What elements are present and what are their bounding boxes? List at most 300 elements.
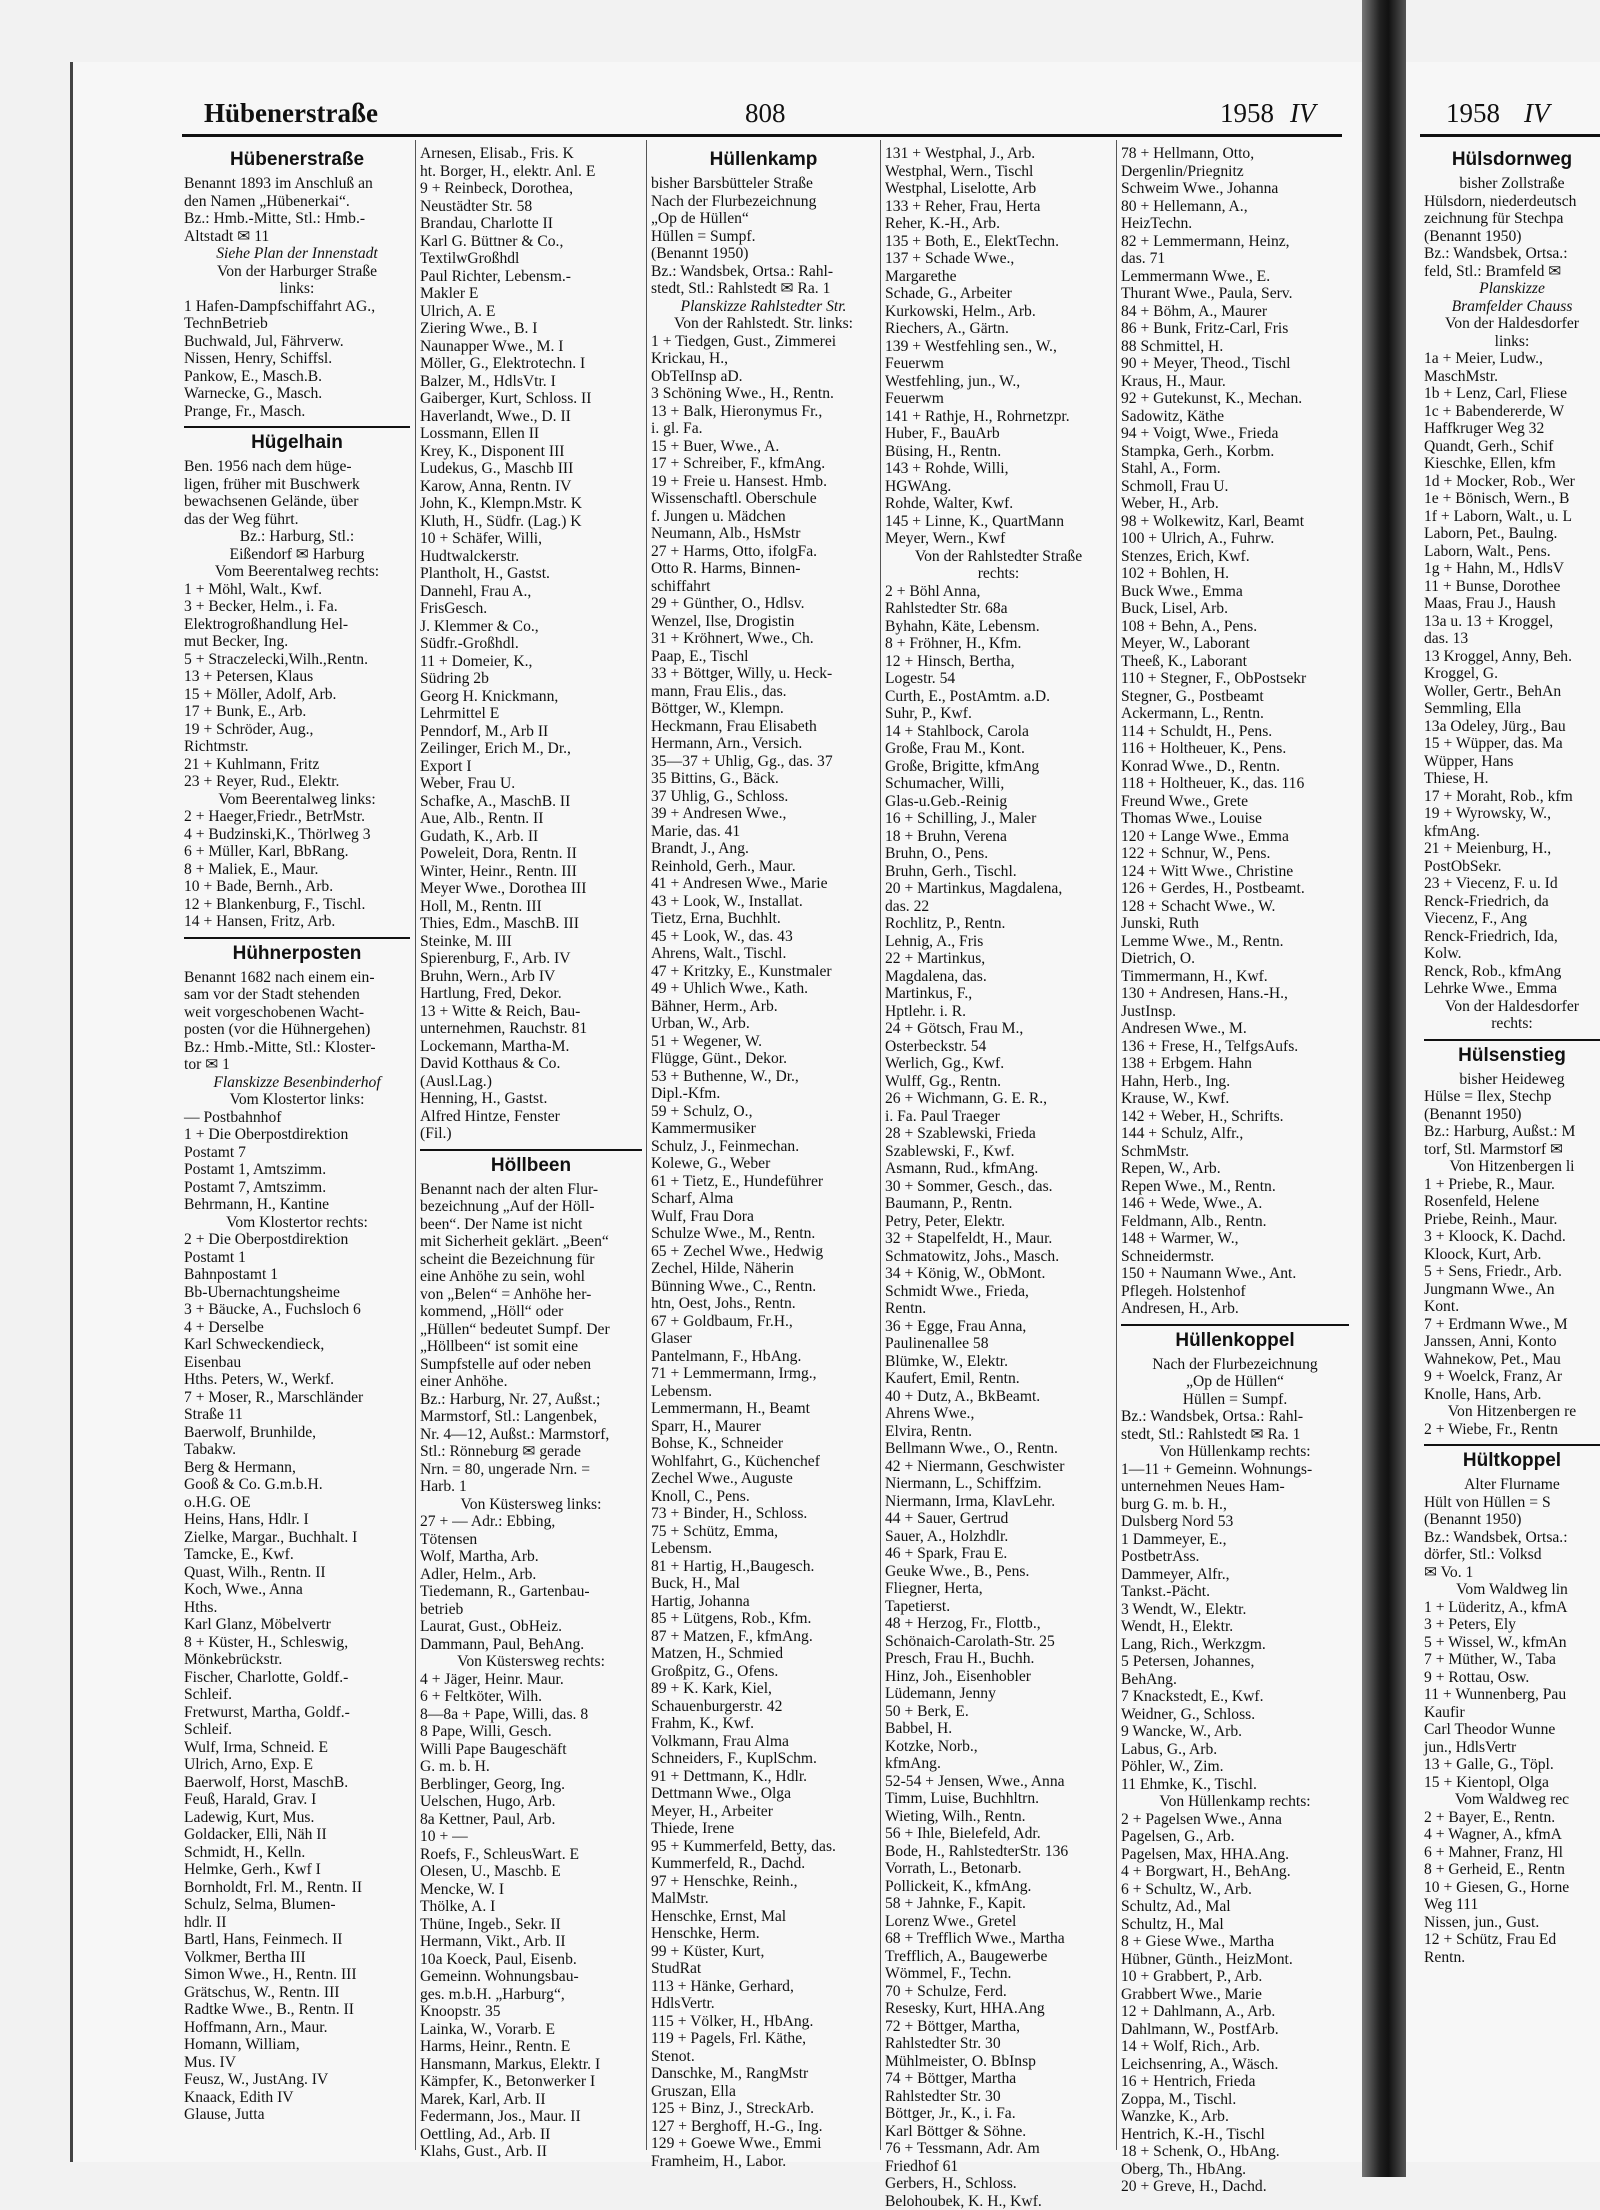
directory-entry: 27 + — Adr.: Ebbing, bbox=[420, 1513, 642, 1531]
directory-entry: Rentn. bbox=[1424, 1949, 1600, 1967]
directory-entry: 2 + Böhl Anna, bbox=[885, 583, 1112, 601]
directory-entry: Renck-Friedrich, Ida, bbox=[1424, 928, 1600, 946]
directory-entry: Kolw. bbox=[1424, 945, 1600, 963]
directory-entry: HGWAng. bbox=[885, 478, 1112, 496]
directory-entry: Mus. IV bbox=[184, 2054, 410, 2072]
directory-entry: Kaufert, Emil, Rentn. bbox=[885, 1370, 1112, 1388]
directory-entry: 5 + Straczelecki,Wilh.,Rentn. bbox=[184, 651, 410, 669]
directory-entry: 14 + Stahlbock, Carola bbox=[885, 723, 1112, 741]
directory-entry: 136 + Frese, H., TelfgsAufs. bbox=[1121, 1038, 1349, 1056]
directory-entry: Lockemann, Martha-M. bbox=[420, 1038, 642, 1056]
directory-entry: 48 + Herzog, Fr., Flottb., bbox=[885, 1615, 1112, 1633]
directory-entry: Pankow, E., Masch.B. bbox=[184, 368, 410, 386]
directory-entry: 5 + Wissel, W., kfmAn bbox=[1424, 1634, 1600, 1652]
directory-entry: tor ✉ 1 bbox=[184, 1056, 410, 1074]
section-label: „Op de Hüllen“ bbox=[1121, 1373, 1349, 1391]
directory-entry: Renck, Rob., kfmAng bbox=[1424, 963, 1600, 981]
directory-entry: 8 + Fröhner, H., Kfm. bbox=[885, 635, 1112, 653]
directory-entry: Hermann, Arn., Versich. bbox=[651, 735, 876, 753]
directory-entry: 1 + Priebe, R., Maur. bbox=[1424, 1176, 1600, 1194]
directory-entry: Winter, Heinr., Rentn. III bbox=[420, 863, 642, 881]
directory-entry: 3 Wendt, W., Elektr. bbox=[1121, 1601, 1349, 1619]
directory-entry: 114 + Schuldt, H., Pens. bbox=[1121, 723, 1349, 741]
directory-entry: Lorenz Wwe., Gretel bbox=[885, 1913, 1112, 1931]
directory-entry: MalMstr. bbox=[651, 1890, 876, 1908]
directory-entry: Byhahn, Käte, Lebensm. bbox=[885, 618, 1112, 636]
directory-entry: Hermann, Vikt., Arb. II bbox=[420, 1933, 642, 1951]
directory-entry: Dammann, Paul, BehAng. bbox=[420, 1636, 642, 1654]
directory-entry: 95 + Kummerfeld, Betty, das. bbox=[651, 1838, 876, 1856]
section-label: Von Küstersweg rechts: bbox=[420, 1653, 642, 1671]
section-label: bisher Heideweg bbox=[1424, 1071, 1600, 1089]
directory-entry: Berg & Hermann, bbox=[184, 1459, 410, 1477]
directory-entry: Brandau, Charlotte II bbox=[420, 215, 642, 233]
directory-entry: 40 + Dutz, A., BkBeamt. bbox=[885, 1388, 1112, 1406]
directory-entry: 10a Koeck, Paul, Eisenb. bbox=[420, 1951, 642, 1969]
directory-entry: Mencke, W. I bbox=[420, 1881, 642, 1899]
directory-entry: TextilwGroßhdl bbox=[420, 250, 642, 268]
street-heading: Hügelhain bbox=[184, 426, 410, 458]
directory-entry: 61 + Tietz, E., Hundeführer bbox=[651, 1173, 876, 1191]
directory-entry: sam vor der Stadt stehenden bbox=[184, 986, 410, 1004]
directory-entry: jun., HdlsVertr bbox=[1424, 1739, 1600, 1757]
column-divider bbox=[415, 140, 416, 2150]
directory-entry: ObTelInsp aD. bbox=[651, 368, 876, 386]
directory-entry: Westphal, Liselotte, Arb bbox=[885, 180, 1112, 198]
directory-entry: 1a + Meier, Ludw., bbox=[1424, 350, 1600, 368]
directory-entry: Bähner, Herm., Arb. bbox=[651, 998, 876, 1016]
directory-entry: Neumann, Alb., HsMstr bbox=[651, 525, 876, 543]
directory-entry: Margarethe bbox=[885, 268, 1112, 286]
directory-entry: Wohlfahrt, G., Küchenchef bbox=[651, 1453, 876, 1471]
directory-entry: 78 + Hellmann, Otto, bbox=[1121, 145, 1349, 163]
section-label: Vom Waldweg lin bbox=[1424, 1581, 1600, 1599]
directory-entry: Fliegner, Herta, bbox=[885, 1580, 1112, 1598]
directory-entry: 88 Schmittel, H. bbox=[1121, 338, 1349, 356]
directory-entry: Dettmann Wwe., Olga bbox=[651, 1785, 876, 1803]
directory-column-1 bbox=[184, 145, 410, 2160]
directory-entry: Federmann, Jos., Maur. II bbox=[420, 2108, 642, 2126]
directory-entry: 3 + Bäucke, A., Fuchsloch 6 bbox=[184, 1301, 410, 1319]
directory-entry: Hansmann, Markus, Elektr. I bbox=[420, 2056, 642, 2074]
directory-entry: Hartlung, Fred, Dekor. bbox=[420, 985, 642, 1003]
directory-entry: Sadowitz, Käthe bbox=[1121, 408, 1349, 426]
directory-entry: Grätschus, W., Rentn. III bbox=[184, 1984, 410, 2002]
directory-entry: Schleif. bbox=[184, 1686, 410, 1704]
directory-entry: 127 + Berghoff, H.-G., Ing. bbox=[651, 2118, 876, 2136]
directory-entry: Bellmann Wwe., O., Rentn. bbox=[885, 1440, 1112, 1458]
directory-entry: Feuerwm bbox=[885, 390, 1112, 408]
directory-entry: Große, Frau M., Kont. bbox=[885, 740, 1112, 758]
directory-entry: Prange, Fr., Masch. bbox=[184, 403, 410, 421]
directory-entry: Poweleit, Dora, Rentn. II bbox=[420, 845, 642, 863]
directory-entry: Kaufir bbox=[1424, 1704, 1600, 1722]
directory-entry: Repen Wwe., M., Rentn. bbox=[1121, 1178, 1349, 1196]
directory-entry: 119 + Pagels, Frl. Käthe, bbox=[651, 2030, 876, 2048]
directory-entry: Westfehling, jun., W., bbox=[885, 373, 1112, 391]
directory-entry: 13 Kroggel, Anny, Beh. bbox=[1424, 648, 1600, 666]
directory-entry: Kluth, H., Südfr. (Lag.) K bbox=[420, 513, 642, 531]
directory-entry: Knaack, Edith IV bbox=[184, 2089, 410, 2107]
directory-entry: Osterbeckstr. 54 bbox=[885, 1038, 1112, 1056]
directory-entry: Schulze Wwe., M., Rentn. bbox=[651, 1225, 876, 1243]
directory-entry: Wömmel, F., Techn. bbox=[885, 1965, 1112, 1983]
directory-entry: Eisenbau bbox=[184, 1354, 410, 1372]
directory-entry: Georg H. Knickmann, bbox=[420, 688, 642, 706]
directory-entry: Möller, G., Elektrotechn. I bbox=[420, 355, 642, 373]
directory-entry: 8a Kettner, Paul, Arb. bbox=[420, 1811, 642, 1829]
directory-entry: Bruhn, Gerh., Tischl. bbox=[885, 863, 1112, 881]
directory-entry: Oettling, Ad., Arb. II bbox=[420, 2126, 642, 2144]
directory-entry: Volkmer, Bertha III bbox=[184, 1949, 410, 1967]
directory-entry: Henschke, Herm. bbox=[651, 1925, 876, 1943]
directory-entry: Heins, Hans, Hdlr. I bbox=[184, 1511, 410, 1529]
directory-entry: 129 + Goewe Wwe., Emmi bbox=[651, 2135, 876, 2153]
directory-entry: Wulf, Irma, Schneid. E bbox=[184, 1739, 410, 1757]
directory-entry: 23 + Reyer, Rud., Elektr. bbox=[184, 773, 410, 791]
directory-entry: Laborn, Pet., Baulng. bbox=[1424, 525, 1600, 543]
section-label: Hüllen = Sumpf. bbox=[1121, 1391, 1349, 1409]
directory-entry: Zoppa, M., Tischl. bbox=[1121, 2091, 1349, 2109]
directory-entry: Postamt 1, Amtszimm. bbox=[184, 1161, 410, 1179]
directory-entry: Sauer, A., Holzhdlr. bbox=[885, 1528, 1112, 1546]
directory-entry: Tapetierst. bbox=[885, 1598, 1112, 1616]
column-divider bbox=[880, 140, 881, 2150]
directory-entry: Sumpfstelle auf oder neben bbox=[420, 1356, 642, 1374]
directory-entry: 91 + Dettmann, K., Hdlr. bbox=[651, 1768, 876, 1786]
directory-entry: Richtmstr. bbox=[184, 738, 410, 756]
directory-entry: Semmling, Ella bbox=[1424, 700, 1600, 718]
directory-entry: 19 + Freie u. Hansest. Hmb. bbox=[651, 473, 876, 491]
directory-entry: Niermann, Irma, KlavLehr. bbox=[885, 1493, 1112, 1511]
directory-entry: 58 + Jahnke, F., Kapit. bbox=[885, 1895, 1112, 1913]
directory-entry: Carl Theodor Wunne bbox=[1424, 1721, 1600, 1739]
directory-entry: (Ausl.Lag.) bbox=[420, 1073, 642, 1091]
directory-entry: Wulf, Frau Dora bbox=[651, 1208, 876, 1226]
directory-entry: 9 + Reinbeck, Dorothea, bbox=[420, 180, 642, 198]
directory-entry: Zeilinger, Erich M., Dr., bbox=[420, 740, 642, 758]
directory-entry: Wendt, H., Elektr. bbox=[1121, 1618, 1349, 1636]
directory-entry: Otto R. Harms, Binnen- bbox=[651, 560, 876, 578]
directory-entry: 141 + Rathje, H., Rohrnetzpr. bbox=[885, 408, 1112, 426]
directory-column-3 bbox=[651, 145, 876, 2160]
right-page-year: 1958 bbox=[1446, 98, 1500, 129]
directory-entry: Kieschke, Ellen, kfm bbox=[1424, 455, 1600, 473]
directory-entry: unternehmen Neues Ham- bbox=[1121, 1478, 1349, 1496]
directory-entry: Schmidt, H., Kelln. bbox=[184, 1844, 410, 1862]
directory-entry: Magdalena, das. bbox=[885, 968, 1112, 986]
directory-entry: 42 + Niermann, Geschwister bbox=[885, 1458, 1112, 1476]
directory-entry: Kotzke, Norb., bbox=[885, 1738, 1112, 1756]
directory-entry: 125 + Binz, J., StreckArb. bbox=[651, 2100, 876, 2118]
directory-entry: Lebensm. bbox=[651, 1383, 876, 1401]
directory-entry: Zechel Wwe., Auguste bbox=[651, 1470, 876, 1488]
directory-entry: Pagelsen, Max, HHA.Ang. bbox=[1121, 1846, 1349, 1864]
directory-entry: John, K., Klempn.Mstr. K bbox=[420, 495, 642, 513]
section-label: Von der Haldesdorfer bbox=[1424, 315, 1600, 333]
directory-entry: 135 + Both, E., ElektTechn. bbox=[885, 233, 1112, 251]
directory-entry: 14 + Hansen, Fritz, Arb. bbox=[184, 913, 410, 931]
directory-entry: 2 + Pagelsen Wwe., Anna bbox=[1121, 1811, 1349, 1829]
directory-entry: Karl G. Büttner & Co., bbox=[420, 233, 642, 251]
directory-entry: 108 + Behn, A., Pens. bbox=[1121, 618, 1349, 636]
directory-entry: Rentn. bbox=[885, 1300, 1112, 1318]
directory-entry: 51 + Wegener, W. bbox=[651, 1033, 876, 1051]
directory-entry: Karl Glanz, Möbelvertr bbox=[184, 1616, 410, 1634]
book-gutter bbox=[1362, 0, 1406, 2177]
directory-entry: Goldacker, Elli, Näh II bbox=[184, 1826, 410, 1844]
directory-entry: Renck-Friedrich, da bbox=[1424, 893, 1600, 911]
directory-entry: 59 + Schulz, O., bbox=[651, 1103, 876, 1121]
directory-entry: Buchwald, Jul, Fährverw. bbox=[184, 333, 410, 351]
directory-entry: Warnecke, G., Masch. bbox=[184, 385, 410, 403]
directory-entry: Bz.: Wandsbek, Ortsa.: Rahl- bbox=[1121, 1408, 1349, 1426]
street-heading: Hülsenstieg bbox=[1424, 1039, 1600, 1071]
directory-entry: Maas, Frau J., Haush bbox=[1424, 595, 1600, 613]
directory-entry: 10 + Grabbert, P., Arb. bbox=[1121, 1968, 1349, 1986]
directory-entry: Benannt 1682 nach einem ein- bbox=[184, 969, 410, 987]
directory-entry: Gaiberger, Kurt, Schloss. II bbox=[420, 390, 642, 408]
directory-entry: das. 71 bbox=[1121, 250, 1349, 268]
directory-entry: Baerwolf, Brunhilde, bbox=[184, 1424, 410, 1442]
directory-entry: 20 + Greve, H., Dachd. bbox=[1121, 2178, 1349, 2196]
directory-entry: Bahnpostamt 1 bbox=[184, 1266, 410, 1284]
directory-entry: Feusz, W., JustAng. IV bbox=[184, 2071, 410, 2089]
directory-entry: 124 + Witt Wwe., Christine bbox=[1121, 863, 1349, 881]
directory-entry: 24 + Götsch, Frau M., bbox=[885, 1020, 1112, 1038]
directory-entry: Schönaich-Carolath-Str. 25 bbox=[885, 1633, 1112, 1651]
directory-entry: (Benannt 1950) bbox=[651, 245, 876, 263]
directory-entry: 10 + — bbox=[420, 1828, 642, 1846]
directory-entry: einer Anhöhe. bbox=[420, 1373, 642, 1391]
directory-entry: mut Becker, Ing. bbox=[184, 633, 410, 651]
directory-entry: Krause, W., Kwf. bbox=[1121, 1090, 1349, 1108]
directory-entry: 7 + Moser, R., Marschländer bbox=[184, 1389, 410, 1407]
directory-entry: Kloock, Kurt, Arb. bbox=[1424, 1246, 1600, 1264]
directory-entry: Stenzes, Erich, Kwf. bbox=[1121, 548, 1349, 566]
directory-entry: Buck, H., Mal bbox=[651, 1575, 876, 1593]
directory-entry: Bartl, Hans, Feinmech. II bbox=[184, 1931, 410, 1949]
directory-entry: Uelschen, Hugo, Arb. bbox=[420, 1793, 642, 1811]
directory-entry: Bz.: Hmb.-Mitte, Stl.: Hmb.- bbox=[184, 210, 410, 228]
directory-entry: 115 + Völker, H., HbAng. bbox=[651, 2013, 876, 2031]
directory-entry: Freund Wwe., Grete bbox=[1121, 793, 1349, 811]
directory-entry: 75 + Schütz, Emma, bbox=[651, 1523, 876, 1541]
directory-entry: 23 + Viecenz, F. u. Id bbox=[1424, 875, 1600, 893]
section-label: links: bbox=[1424, 333, 1600, 351]
directory-entry: 81 + Hartig, H.,Baugesch. bbox=[651, 1558, 876, 1576]
directory-entry: 12 + Blankenburg, F., Tischl. bbox=[184, 896, 410, 914]
directory-entry: 4 + Wagner, A., kfmA bbox=[1424, 1826, 1600, 1844]
directory-entry: 30 + Sommer, Gesch., das. bbox=[885, 1178, 1112, 1196]
directory-entry: 16 + Schilling, J., Maler bbox=[885, 810, 1112, 828]
directory-entry: 100 + Ulrich, A., Fuhrw. bbox=[1121, 530, 1349, 548]
directory-entry: Babbel, H. bbox=[885, 1720, 1112, 1738]
directory-entry: 89 + K. Kark, Kiel, bbox=[651, 1680, 876, 1698]
directory-entry: Timmermann, H., Kwf. bbox=[1121, 968, 1349, 986]
directory-entry: Brandt, J., Ang. bbox=[651, 840, 876, 858]
directory-entry: Grabbert Wwe., Marie bbox=[1121, 1986, 1349, 2004]
column-divider bbox=[646, 140, 647, 2150]
section-label: Vom Klostertor links: bbox=[184, 1091, 410, 1109]
directory-entry: Lehnig, A., Fris bbox=[885, 933, 1112, 951]
directory-entry: 82 + Lemmermann, Heinz, bbox=[1121, 233, 1349, 251]
directory-entry: StudRat bbox=[651, 1960, 876, 1978]
directory-entry: 28 + Szablewski, Frieda bbox=[885, 1125, 1112, 1143]
directory-entry: Paul Richter, Lebensm.- bbox=[420, 268, 642, 286]
directory-entry: Janssen, Anni, Konto bbox=[1424, 1333, 1600, 1351]
directory-entry: Südfr.-Großhdl. bbox=[420, 635, 642, 653]
directory-entry: Baerwolf, Horst, MaschB. bbox=[184, 1774, 410, 1792]
directory-entry: Lehrke Wwe., Emma bbox=[1424, 980, 1600, 998]
directory-entry: 137 + Schade Wwe., bbox=[885, 250, 1112, 268]
directory-entry: Nr. 4—12, Außst.: Marmstorf, bbox=[420, 1426, 642, 1444]
directory-entry: 102 + Bohlen, H. bbox=[1121, 565, 1349, 583]
directory-entry: Marie, das. 41 bbox=[651, 823, 876, 841]
directory-entry: Krey, K., Disponent III bbox=[420, 443, 642, 461]
directory-entry: Koch, Wwe., Anna bbox=[184, 1581, 410, 1599]
section-label: rechts: bbox=[1424, 1015, 1600, 1033]
directory-entry: Radtke Wwe., B., Rentn. II bbox=[184, 2001, 410, 2019]
directory-entry: 13 + Galle, G., Töpl. bbox=[1424, 1756, 1600, 1774]
directory-entry: Arnesen, Elisab., Fris. K bbox=[420, 145, 642, 163]
directory-entry: 12 + Dahlmann, A., Arb. bbox=[1121, 2003, 1349, 2021]
directory-entry: den Namen „Hübenerkai“. bbox=[184, 193, 410, 211]
directory-entry: SchmMstr. bbox=[1121, 1143, 1349, 1161]
directory-entry: Kroggel, G. bbox=[1424, 665, 1600, 683]
directory-entry: Lemme Wwe., M., Rentn. bbox=[1121, 933, 1349, 951]
section-label: Von Hitzenbergen li bbox=[1424, 1158, 1600, 1176]
directory-entry: Kummerfeld, R., Dachd. bbox=[651, 1855, 876, 1873]
directory-entry: Berblinger, Georg, Ing. bbox=[420, 1776, 642, 1794]
directory-entry: Stampka, Gerh., Korbm. bbox=[1121, 443, 1349, 461]
directory-entry: PostObSekr. bbox=[1424, 858, 1600, 876]
directory-entry: (Benannt 1950) bbox=[1424, 1511, 1600, 1529]
directory-entry: Bz.: Harburg, Außst.: M bbox=[1424, 1123, 1600, 1141]
directory-entry: Alfred Hintze, Fenster bbox=[420, 1108, 642, 1126]
directory-entry: Ackermann, L., Rentn. bbox=[1121, 705, 1349, 723]
page-volume: IV bbox=[1290, 98, 1315, 129]
directory-entry: Lossmann, Ellen II bbox=[420, 425, 642, 443]
directory-entry: Wüpper, Hans bbox=[1424, 753, 1600, 771]
directory-entry: 84 + Böhm, A., Maurer bbox=[1121, 303, 1349, 321]
directory-entry: Thies, Edm., MaschB. III bbox=[420, 915, 642, 933]
directory-entry: Timm, Luise, Buchhltrn. bbox=[885, 1790, 1112, 1808]
directory-entry: 17 + Schreiber, F., kfmAng. bbox=[651, 455, 876, 473]
directory-entry: Buck, Lisel, Arb. bbox=[1121, 600, 1349, 618]
directory-entry: Thomas Wwe., Louise bbox=[1121, 810, 1349, 828]
directory-entry: Postamt 7 bbox=[184, 1144, 410, 1162]
directory-entry: Hentrich, K.-H., Tischl bbox=[1121, 2126, 1349, 2144]
directory-entry: Bünning Wwe., C., Rentn. bbox=[651, 1278, 876, 1296]
section-label: Von der Haldesdorfer bbox=[1424, 998, 1600, 1016]
section-label: Vom Klostertor rechts: bbox=[184, 1214, 410, 1232]
plan-reference: Planskizze Rahlstedter Str. bbox=[651, 298, 876, 316]
directory-entry: Lüdemann, Jenny bbox=[885, 1685, 1112, 1703]
directory-entry: Neustädter Str. 58 bbox=[420, 198, 642, 216]
directory-entry: Rahlstedter Str. 68a bbox=[885, 600, 1112, 618]
directory-entry: 1e + Bönisch, Wern., B bbox=[1424, 490, 1600, 508]
directory-entry: 144 + Schulz, Alfr., bbox=[1121, 1125, 1349, 1143]
directory-entry: Hüllen = Sumpf. bbox=[651, 228, 876, 246]
directory-entry: Gruszan, Ella bbox=[651, 2083, 876, 2101]
directory-entry: Büsing, H., Rentn. bbox=[885, 443, 1112, 461]
directory-entry: 120 + Lange Wwe., Emma bbox=[1121, 828, 1349, 846]
directory-column-2 bbox=[420, 145, 642, 2160]
directory-column-4 bbox=[885, 145, 1112, 2160]
directory-entry: Scharf, Alma bbox=[651, 1190, 876, 1208]
directory-entry: 1g + Hahn, M., HdlsV bbox=[1424, 560, 1600, 578]
directory-entry: 47 + Kritzky, E., Kunstmaler bbox=[651, 963, 876, 981]
directory-entry: BehAng. bbox=[1121, 1671, 1349, 1689]
directory-entry: 86 + Bunk, Fritz-Carl, Fris bbox=[1121, 320, 1349, 338]
directory-entry: 29 + Günther, O., Hdlsv. bbox=[651, 595, 876, 613]
directory-entry: htn, Oest, Johs., Rentn. bbox=[651, 1295, 876, 1313]
directory-entry: Krickau, H., bbox=[651, 350, 876, 368]
column-divider bbox=[1116, 140, 1117, 2150]
section-label: bisher Zollstraße bbox=[1424, 175, 1600, 193]
directory-entry: burg G. m. b. H., bbox=[1121, 1496, 1349, 1514]
directory-entry: Ben. 1956 nach dem hüge- bbox=[184, 458, 410, 476]
section-label: Vom Beerentalweg rechts: bbox=[184, 563, 410, 581]
directory-entry: Thiese, H. bbox=[1424, 770, 1600, 788]
directory-entry: Kämpfer, K., Betonwerker I bbox=[420, 2073, 642, 2091]
directory-entry: 56 + Ihle, Bielefeld, Adr. bbox=[885, 1825, 1112, 1843]
directory-entry: Glas-u.Geb.-Reinig bbox=[885, 793, 1112, 811]
directory-entry: Wissenschaftl. Oberschule bbox=[651, 490, 876, 508]
directory-entry: Meyer, W., Laborant bbox=[1121, 635, 1349, 653]
directory-entry: ✉ Vo. 1 bbox=[1424, 1564, 1600, 1582]
directory-entry: Benannt 1893 im Anschluß an bbox=[184, 175, 410, 193]
directory-entry: Hülse = Ilex, Stechp bbox=[1424, 1088, 1600, 1106]
directory-entry: 8 + Maliek, E., Maur. bbox=[184, 861, 410, 879]
directory-entry: 7 + Müther, W., Taba bbox=[1424, 1651, 1600, 1669]
directory-entry: 13a Odeley, Jürg., Bau bbox=[1424, 718, 1600, 736]
directory-entry: 4 + Budzinski,K., Thörlweg 3 bbox=[184, 826, 410, 844]
directory-entry: Theeß, K., Laborant bbox=[1121, 653, 1349, 671]
directory-entry: Schumacher, Willi, bbox=[885, 775, 1112, 793]
directory-entry: Südring 2b bbox=[420, 670, 642, 688]
directory-entry: Stenot. bbox=[651, 2048, 876, 2066]
directory-entry: Meyer, Wern., Kwf bbox=[885, 530, 1112, 548]
directory-entry: Curth, E., PostAmtm. a.D. bbox=[885, 688, 1112, 706]
street-heading: Hühnerposten bbox=[184, 937, 410, 969]
directory-entry: Klahs, Gust., Arb. II bbox=[420, 2143, 642, 2161]
directory-entry: Weg 111 bbox=[1424, 1896, 1600, 1914]
directory-entry: 35—37 + Uhlig, Gg., das. 37 bbox=[651, 753, 876, 771]
directory-entry: 74 + Böttger, Martha bbox=[885, 2070, 1112, 2088]
directory-entry: 9 Wancke, W., Arb. bbox=[1121, 1723, 1349, 1741]
directory-entry: Postamt 7, Amtszimm. bbox=[184, 1179, 410, 1197]
directory-column-right bbox=[1424, 145, 1600, 2160]
directory-entry: 8 Pape, Willi, Gesch. bbox=[420, 1723, 642, 1741]
directory-entry: Laurat, Gust., ObHeiz. bbox=[420, 1618, 642, 1636]
directory-entry: Buck Wwe., Emma bbox=[1121, 583, 1349, 601]
directory-entry: Schultz, Ad., Mal bbox=[1121, 1898, 1349, 1916]
directory-entry: Ludekus, G., Maschb III bbox=[420, 460, 642, 478]
directory-entry: Thiede, Irene bbox=[651, 1820, 876, 1838]
plan-reference: Siehe Plan der Innenstadt bbox=[184, 245, 410, 263]
directory-entry: Großpitz, G., Ofens. bbox=[651, 1663, 876, 1681]
directory-entry: Elektrogroßhandlung Hel- bbox=[184, 616, 410, 634]
directory-entry: Knolle, Hans, Arb. bbox=[1424, 1386, 1600, 1404]
directory-entry: Export I bbox=[420, 758, 642, 776]
directory-entry: Marmstorf, Stl.: Langenbek, bbox=[420, 1408, 642, 1426]
directory-entry: Viecenz, F., Ang bbox=[1424, 910, 1600, 928]
directory-entry: 1 + Tiedgen, Gust., Zimmerei bbox=[651, 333, 876, 351]
directory-entry: David Kotthaus & Co. bbox=[420, 1055, 642, 1073]
directory-entry: 11 + Bunse, Dorothee bbox=[1424, 578, 1600, 596]
